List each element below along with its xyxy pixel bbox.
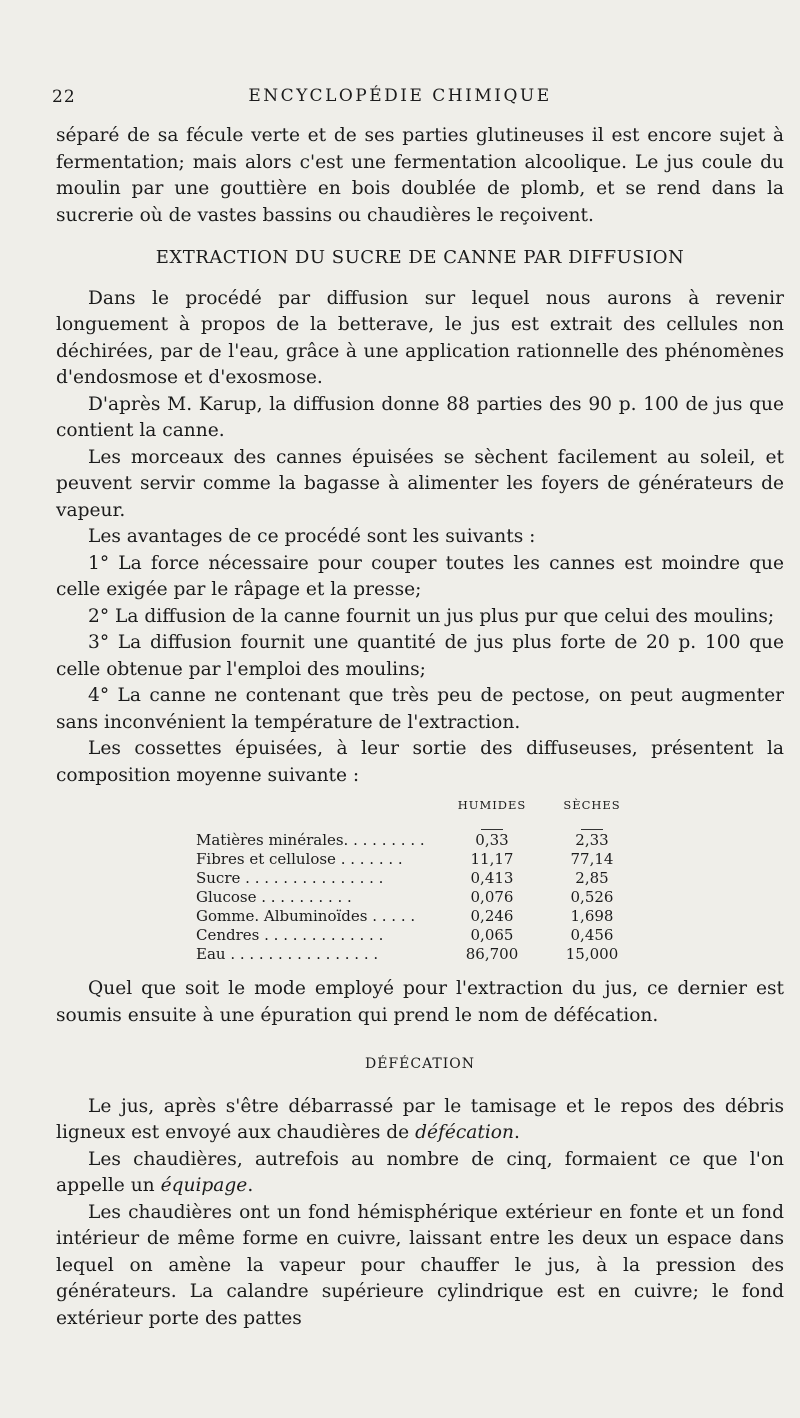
row-label: Fibres et cellulose . . . . . . . bbox=[196, 850, 403, 868]
italic-term: défécation bbox=[415, 1122, 514, 1143]
page-number: 22 bbox=[52, 87, 76, 107]
value-seches: 2,85 bbox=[575, 869, 609, 887]
section-heading-defecation: DÉFÉCATION bbox=[364, 1056, 476, 1072]
text-run: . bbox=[513, 1122, 520, 1143]
italic-term: équipage bbox=[160, 1175, 248, 1196]
value-seches: 0,456 bbox=[570, 926, 614, 944]
paragraph: Dans le procédé par diffusion sur lequel nous aurons à revenir longuement à propos de la betterave, le jus est extrait des cellules non déchirées, par de l'eau, grâce à une application rationnelle des phénomènes d'endosmose et d'exosmose. bbox=[56, 287, 784, 388]
table-row bbox=[196, 831, 642, 850]
paragraph: Les chaudières ont un fond hémisphérique extérieur en fonte et un fond intérieur de même forme en cuivre, laissant entre les deux un espace dans lequel on amène la vapeur pour chauffer le jus, à la pression des générateurs. La calandre supérieure cylindrique est en cuivre; le fond extérieur porte des pattes bbox=[56, 1201, 784, 1329]
paragraph bbox=[56, 1147, 784, 1200]
intro-paragraph: séparé de sa fécule verte et de ses parties glutineuses il est encore sujet à fermentation; mais alors c'est une fermentation alcoolique. Le jus coule du moulin par une gouttière en bois doublée de plomb, et se rend dans la sucrerie où de vastes bassins ou chaudières le reçoivent. bbox=[56, 125, 784, 226]
paragraph: Quel que soit le mode employé pour l'extraction du jus, ce dernier est soumis ensuite à une épuration qui prend le nom de défécation. bbox=[56, 978, 784, 1026]
value-humides: 0,076 bbox=[470, 888, 514, 906]
value-seches: 77,14 bbox=[570, 850, 614, 868]
table-row bbox=[196, 926, 642, 945]
value-seches: 15,000 bbox=[565, 945, 619, 963]
value-humides: 0,065 bbox=[470, 926, 514, 944]
rule-divider bbox=[581, 829, 603, 830]
paragraph: Les morceaux des cannes épuisées se sèchent facilement au soleil, et peuvent servir comme la bagasse à alimenter les foyers de générateurs de vapeur. bbox=[56, 446, 784, 521]
row-label: Glucose . . . . . . . . . . bbox=[196, 888, 352, 906]
column-header-seches: SÈCHES bbox=[563, 798, 621, 812]
list-item: 3° La diffusion fournit une quantité de jus plus forte de 20 p. 100 que celle obtenue par l'emploi des moulins; bbox=[56, 632, 784, 680]
column-header-humides: HUMIDES bbox=[457, 798, 527, 812]
paragraph: D'après M. Karup, la diffusion donne 88 parties des 90 p. 100 de jus que contient la canne. bbox=[56, 393, 784, 441]
list-item: 1° La force nécessaire pour couper toutes les cannes est moindre que celle exigée par le râpage et la presse; bbox=[56, 552, 784, 600]
value-humides: 86,700 bbox=[465, 945, 519, 963]
table-row bbox=[196, 888, 642, 907]
value-humides: 11,17 bbox=[470, 850, 514, 868]
value-seches: 1,698 bbox=[570, 907, 614, 925]
row-label: Matières minérales. . . . . . . . . bbox=[196, 831, 425, 849]
row-label: Sucre . . . . . . . . . . . . . . . bbox=[196, 869, 384, 887]
list-item: 2° La diffusion de la canne fournit un jus plus pur que celui des moulins; bbox=[88, 605, 775, 627]
row-label: Eau . . . . . . . . . . . . . . . . bbox=[196, 945, 379, 963]
table-row bbox=[196, 869, 642, 888]
empty-header-cell bbox=[196, 797, 442, 820]
section-heading-extraction: EXTRACTION DU SUCRE DE CANNE PAR DIFFUSION bbox=[155, 247, 685, 268]
composition-table bbox=[196, 797, 642, 964]
text-run: . bbox=[247, 1175, 254, 1196]
paragraph: Les cossettes épuisées, à leur sortie des diffuseuses, présentent la composition moyenne suivante : bbox=[56, 738, 784, 786]
table-row bbox=[196, 907, 642, 926]
paragraph bbox=[56, 1094, 784, 1147]
table-row bbox=[196, 945, 642, 964]
value-humides: 0,33 bbox=[475, 831, 509, 849]
table-row bbox=[196, 850, 642, 869]
text-run: Le jus, après s'être débarrassé par le tamisage et le repos des débris ligneux est envoyé aux chaudières de bbox=[56, 1095, 784, 1143]
header-rules bbox=[196, 820, 642, 831]
paragraph: Les avantages de ce procédé sont les suivants : bbox=[88, 526, 536, 547]
row-label: Gomme. Albuminoïdes . . . . . bbox=[196, 907, 416, 925]
rule-divider bbox=[481, 829, 503, 830]
row-label: Cendres . . . . . . . . . . . . . bbox=[196, 926, 384, 944]
running-title: ENCYCLOPÉDIE CHIMIQUE bbox=[248, 86, 552, 106]
list-item: 4° La canne ne contenant que très peu de pectose, on peut augmenter sans inconvénient la température de l'extraction. bbox=[56, 685, 784, 733]
value-humides: 0,246 bbox=[470, 907, 514, 925]
value-seches: 2,33 bbox=[575, 831, 609, 849]
page-body bbox=[56, 123, 784, 1332]
value-seches: 0,526 bbox=[570, 888, 614, 906]
value-humides: 0,413 bbox=[470, 869, 514, 887]
text-run: Les chaudières, autrefois au nombre de cinq, formaient ce que l'on appelle un bbox=[56, 1148, 784, 1196]
